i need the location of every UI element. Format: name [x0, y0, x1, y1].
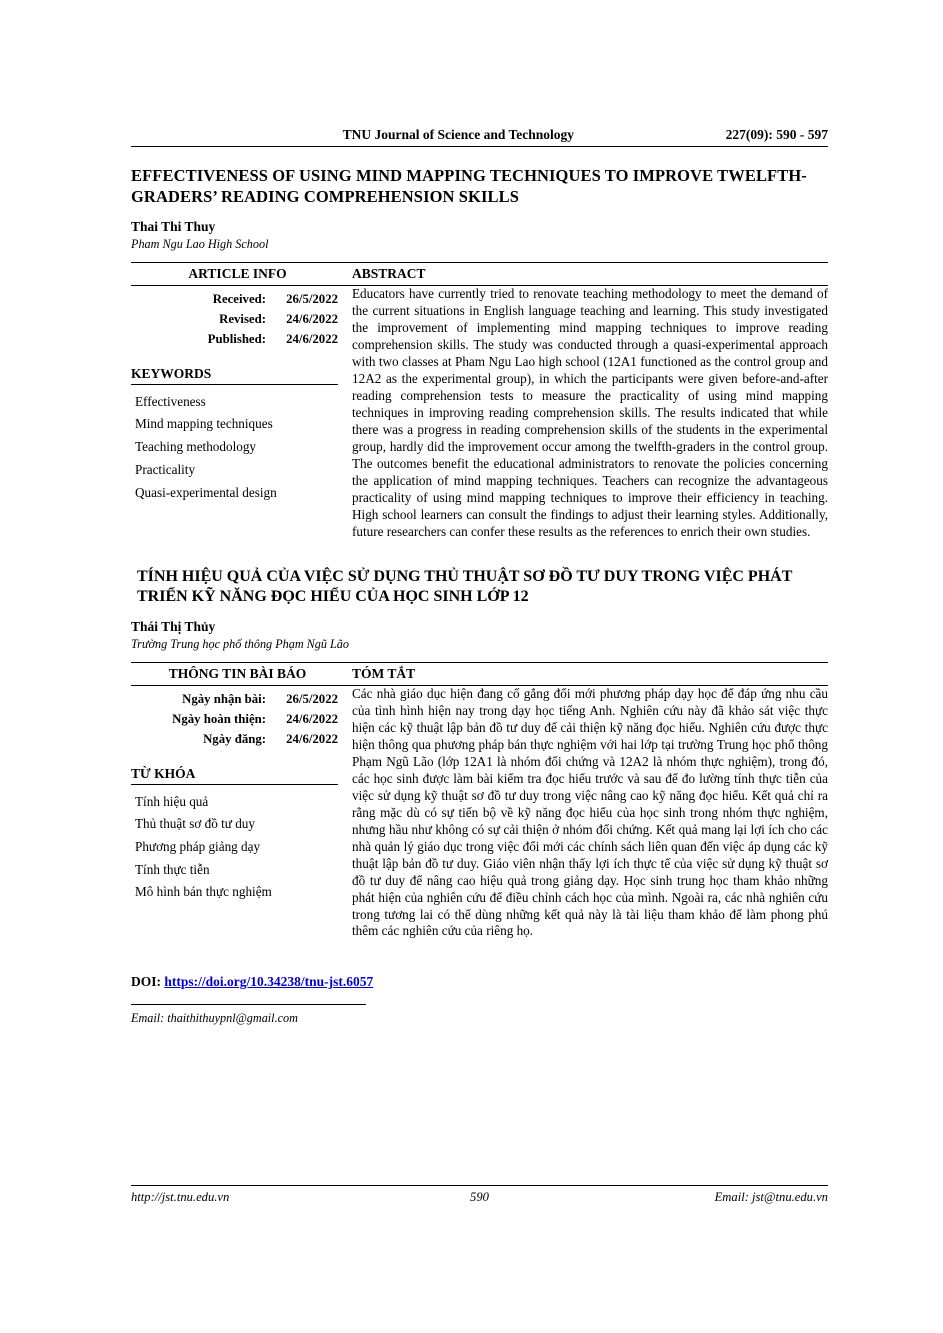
affiliation-vietnamese: Trường Trung học phổ thông Phạm Ngũ Lão [131, 637, 349, 652]
date-value: 24/6/2022 [286, 731, 338, 746]
keyword-item: Thủ thuật sơ đồ tư duy [135, 816, 255, 832]
article-info-block-english [131, 262, 828, 540]
date-label: Published: [207, 331, 266, 346]
date-label: Ngày hoàn thiện: [172, 711, 266, 726]
date-value: 24/6/2022 [286, 331, 338, 346]
keywords-list-vietnamese [131, 791, 338, 905]
corresponding-email: Email: thaithithuypnl@gmail.com [131, 1004, 366, 1026]
keywords-header-vietnamese: TỪ KHÓA [131, 766, 338, 785]
abstract-text-english: Educators have currently tried to renovate teaching methodology to meet the demand of the current situations in English language teaching and learning. This study investigated the improvement of implementing mind mapping techniques to improve reading comprehension skills. The study was conducted through a quasi-experimental approach with two classes at Pham Ngu Lao high school (12A1 functioned as the control group and 12A2 as the experimental group), in which the participants were given before-and-after reading comprehension tests to measure the practicality of using mind mapping techniques in improving reading comprehension skills. The results indicated that while there was a progress in reading comprehension skills of the students in the experimental group, hardly did the improvement occur among the twelfth-graders in the control group. The outcomes benefit the educational administrators to renovate the policies concerning the application of mind mapping techniques. Teachers can recognize the advantageous practicality of using mind mapping techniques to improve their efficiency in teaching. High school learners can consult the findings to adjust their learning styles. Additionally, future researchers can confer these results as the references to enrich their own studies. [352, 286, 828, 539]
keywords-header-english: KEYWORDS [131, 366, 338, 385]
page-content [131, 127, 828, 1026]
info-column-vietnamese [131, 686, 344, 940]
affiliation-english: Pham Ngu Lao High School [131, 237, 269, 252]
doi-line [131, 974, 828, 990]
keywords-list-english [131, 391, 338, 505]
date-value: 24/6/2022 [286, 711, 338, 726]
date-row [131, 310, 338, 330]
article-title-vietnamese: TÍNH HIỆU QUẢ CỦA VIỆC SỬ DỤNG THỦ THUẬT SƠ ĐỒ TƯ DUY TRONG VIỆC PHÁT TRIỂN KỸ NĂNG ĐỌC HIỂU CỦA HỌC SINH LỚP 12 [137, 567, 793, 606]
doi-label: DOI: [131, 974, 161, 990]
abstract-text-vietnamese: Các nhà giáo dục hiện đang cố gắng đổi mới phương pháp dạy học để đáp ứng nhu cầu của tình hình hiện nay trong dạy học tiếng Anh. Nghiên cứu này đã khảo sát việc thực hiện các kỹ thuật lập bản đồ tư duy để cải thiện kỹ năng đọc hiểu. Nghiên cứu được thực hiện thông qua phương pháp bán thực nghiệm với hai lớp tại trường Trung học phổ thông Phạm Ngũ Lão (lớp 12A1 là nhóm đối chứng và 12A2 là nhóm thực nghiệm), trong đó, các học sinh được làm bài kiểm tra đọc hiểu trước và sau để đo lường tính thực tiễn của việc sử dụng kỹ thuật sơ đồ tư duy trong việc nâng cao kỹ năng đọc hiểu. Kết quả chỉ ra rằng mặc dù có sự tiến bộ về kỹ năng đọc hiểu của học sinh trong nhóm thực nghiệm, nhưng hầu như không có sự cải thiện ở nhóm đối chứng. Kết quả mang lại lợi ích cho các nhà quản lý giáo dục trong việc đổi mới các chính sách liên quan đến việc áp dụng các kỹ thuật lập bản đồ tư duy. Giáo viên nhận thấy lợi ích thực tế của việc sử dụng kỹ thuật sơ đồ tư duy để nâng cao hiệu quả trong giảng dạy. Học sinh trung học tham khảo những phát hiện của nghiên cứu để điều chỉnh cách học của mình. Ngoài ra, các nhà nghiên cứu trong tương lai có thể dùng những kết quả này là tài liệu tham khảo để làm phong phú thêm các nghiên cứu của riêng họ. [352, 686, 828, 939]
block-headers-vietnamese [131, 663, 828, 686]
date-row [131, 730, 338, 750]
article-info-block-vietnamese [131, 662, 828, 940]
article-info-header-vietnamese: THÔNG TIN BÀI BÁO [168, 666, 307, 682]
doi-link[interactable]: https://doi.org/10.34238/tnu-jst.6057 [164, 974, 374, 990]
author-name-vietnamese: Thái Thị Thủy [131, 619, 216, 635]
date-row [131, 690, 338, 710]
keyword-item: Quasi-experimental design [135, 484, 277, 500]
date-label: Revised: [219, 312, 266, 327]
block-headers-english [131, 263, 828, 286]
footer-page-number: 590 [470, 1190, 489, 1204]
keyword-item: Phương pháp giảng dạy [135, 839, 261, 854]
keyword-item: Effectiveness [135, 393, 206, 409]
block-body-english [131, 286, 828, 540]
dates-list-english [131, 290, 338, 349]
date-row [131, 330, 338, 350]
date-value: 26/5/2022 [286, 692, 338, 707]
keyword-item: Mô hình bán thực nghiệm [135, 884, 272, 900]
date-label: Ngày nhận bài: [182, 692, 266, 707]
keyword-item: Tính hiệu quả [135, 793, 209, 809]
volume-issue-pages: 227(09): 590 - 597 [725, 127, 828, 142]
abstract-header: ABSTRACT [352, 266, 426, 282]
date-label: Ngày đăng: [203, 731, 266, 746]
abstract-header-vietnamese: TÓM TẮT [352, 666, 416, 682]
keyword-item: Tính thực tiễn [135, 861, 210, 877]
keyword-item: Teaching methodology [135, 439, 257, 455]
author-name-english: Thai Thi Thuy [131, 219, 216, 235]
journal-title: TNU Journal of Science and Technology [342, 127, 575, 142]
date-value: 26/5/2022 [286, 292, 338, 307]
keyword-item: Mind mapping techniques [135, 416, 273, 432]
running-head [131, 127, 828, 147]
footer-website: http://jst.tnu.edu.vn [131, 1190, 230, 1204]
block-body-vietnamese [131, 686, 828, 940]
date-row [131, 290, 338, 310]
keyword-item: Practicality [135, 461, 196, 477]
date-value: 24/6/2022 [286, 312, 338, 327]
info-column-english [131, 286, 344, 540]
article-title-english: EFFECTIVENESS OF USING MIND MAPPING TECHNIQUES TO IMPROVE TWELFTH-GRADERS’ READING COMPREHENSION SKILLS [131, 166, 807, 207]
date-row [131, 710, 338, 730]
page-footer [131, 1185, 828, 1205]
footer-email: Email: jst@tnu.edu.vn [714, 1190, 828, 1204]
article-info-header: ARTICLE INFO [188, 266, 287, 282]
dates-list-vietnamese [131, 690, 338, 749]
date-label: Received: [212, 292, 266, 307]
